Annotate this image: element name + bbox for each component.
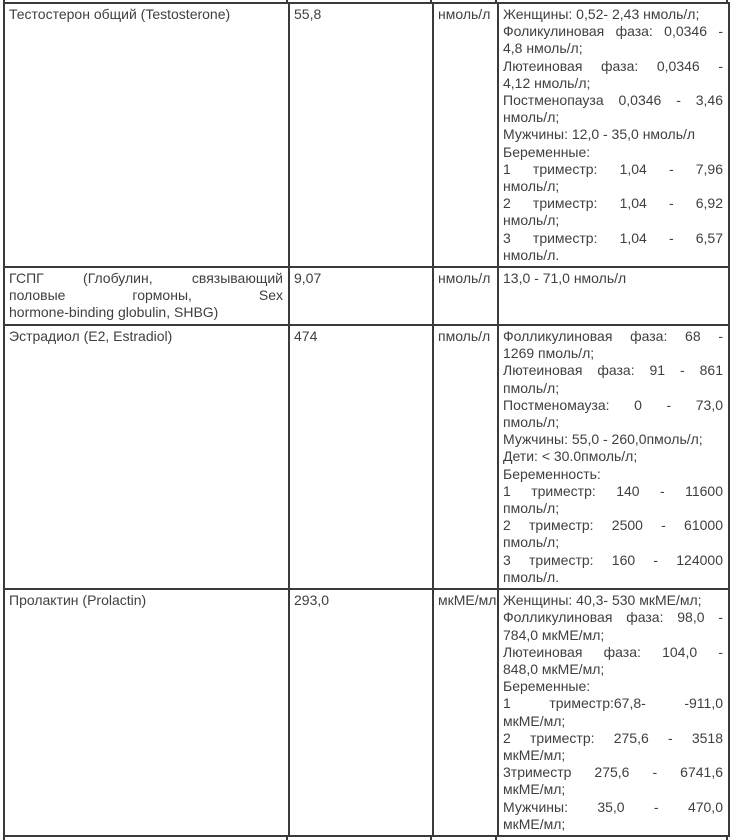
cell-test-name: [4, 325, 289, 589]
table-row: [4, 267, 729, 325]
text-line: 2 триместр: 275,6 - 3518: [503, 729, 723, 746]
text-line: Постменомауза: 0 - 73,0: [503, 396, 723, 413]
text-line: 3 триместр: 1,04 - 6,57: [503, 229, 723, 246]
text-line: 2 триместр: 1,04 - 6,92: [503, 195, 723, 212]
text-line: ГСПГ (Глобулин, связывающий: [9, 270, 283, 287]
text-line: Мужчины: 35,0 - 470,0: [503, 798, 723, 815]
text-line: нмоль/л;: [503, 178, 560, 195]
table-cut-mark: [3, 0, 5, 2]
text-line: Фоликулиновая фаза: 0,0346 -: [503, 23, 723, 40]
text-line: 784,0 мкМЕ/мл;: [503, 626, 605, 643]
cell-units: нмоль/л: [433, 267, 498, 325]
text-line: нмоль/л;: [503, 212, 560, 229]
text-line: Лютеиновая фаза: 104,0 -: [503, 643, 723, 660]
cell-result: 9,07: [289, 267, 433, 325]
text-line: 2 триместр: 2500 - 61000: [503, 517, 723, 534]
cell-units: пмоль/л: [433, 325, 498, 589]
table-row: [4, 325, 729, 589]
table-cut-mark: [495, 837, 497, 840]
text-line: нмоль/л;: [503, 109, 560, 126]
cell-test-name: [4, 3, 289, 267]
text-line: пмоль/л;: [503, 534, 560, 551]
text-line: Постменопауза 0,0346 - 3,46: [503, 92, 723, 109]
text-line: Мужчины: 55,0 - 260,0пмоль/л;: [503, 431, 703, 448]
text-line: Женщины: 0,52- 2,43 нмоль/л;: [503, 6, 700, 22]
cell-result: 293,0: [289, 589, 433, 836]
table-cut-mark: [430, 0, 432, 2]
text-line: Мужчины: 12,0 - 35,0 нмоль/л: [503, 126, 696, 143]
text-line: нмоль/л.: [503, 246, 560, 263]
text-line: Дети: < 30.0пмоль/л;: [503, 448, 638, 465]
text-line: мкМЕ/мл;: [503, 712, 566, 729]
text-line: Фолликулиновая фаза: 98,0 -: [503, 609, 723, 626]
text-line: мкМЕ/мл;: [503, 815, 566, 832]
text-line: Беременность:: [503, 465, 601, 482]
table-cut-mark: [495, 0, 497, 2]
cell-reference-range: [498, 267, 729, 325]
lab-results-table-body: [4, 3, 729, 836]
cell-reference-range: [498, 589, 729, 836]
text-line: Беременные:: [503, 678, 591, 695]
text-line: hormone-binding globulin, SHBG): [9, 304, 219, 321]
table-cut-mark: [726, 837, 728, 840]
text-line: пмоль/л;: [503, 414, 560, 431]
cell-reference-range: [498, 3, 729, 267]
cell-result: 474: [289, 325, 433, 589]
text-line: мкМЕ/мл;: [503, 781, 566, 798]
text-line: Беременные:: [503, 143, 591, 160]
text-line: пмоль/л;: [503, 500, 560, 517]
cell-test-name: [4, 589, 289, 836]
cell-units: мкМЕ/мл: [433, 589, 498, 836]
text-line: Лютеиновая фаза: 0,0346 -: [503, 57, 723, 74]
table-cut-mark: [430, 837, 432, 840]
table-cut-mark: [286, 0, 288, 2]
text-line: мкМЕ/мл;: [503, 746, 566, 763]
table-row: [4, 3, 729, 267]
text-line: 4,8 нмоль/л;: [503, 40, 583, 57]
cell-result: 55,8: [289, 3, 433, 267]
text-line: 13,0 - 71,0 нмоль/л: [503, 270, 627, 287]
table-cut-mark: [286, 837, 288, 840]
text-line: 1 триместр:67,8- -911,0: [503, 695, 723, 712]
text-line: 3 триместр: 160 - 124000: [503, 551, 723, 568]
lab-results-table: [3, 2, 730, 837]
text-line: пмоль/л.: [503, 568, 560, 585]
cell-reference-range: [498, 325, 729, 589]
text-line: 1 триместр: 140 - 11600: [503, 482, 723, 499]
table-container: [3, 2, 728, 837]
text-line: 4,12 нмоль/л;: [503, 74, 591, 91]
text-line: пмоль/л;: [503, 379, 560, 396]
text-line: Эстрадиол (E2, Estradiol): [9, 328, 173, 345]
text-line: 848,0 мкМЕ/мл;: [503, 660, 605, 677]
text-line: Пролактин (Prolactin): [9, 592, 147, 609]
cell-test-name: [4, 267, 289, 325]
text-line: 1 триместр: 1,04 - 7,96: [503, 160, 723, 177]
text-line: Женщины: 40,3- 530 мкМЕ/мл;: [503, 592, 702, 609]
table-row: [4, 589, 729, 836]
text-line: 3триместр 275,6 - 6741,6: [503, 764, 723, 781]
text-line: Тестостерон общий (Testosterone): [9, 6, 231, 22]
table-cut-mark: [3, 837, 5, 840]
cell-units: нмоль/л: [433, 3, 498, 267]
table-cut-mark: [726, 0, 728, 2]
text-line: Лютеиновая фаза: 91 - 861: [503, 362, 723, 379]
text-line: 1269 пмоль/л;: [503, 345, 595, 362]
text-line: половые гормоны, Sex: [9, 287, 283, 304]
text-line: Фолликулиновая фаза: 68 -: [503, 328, 723, 345]
